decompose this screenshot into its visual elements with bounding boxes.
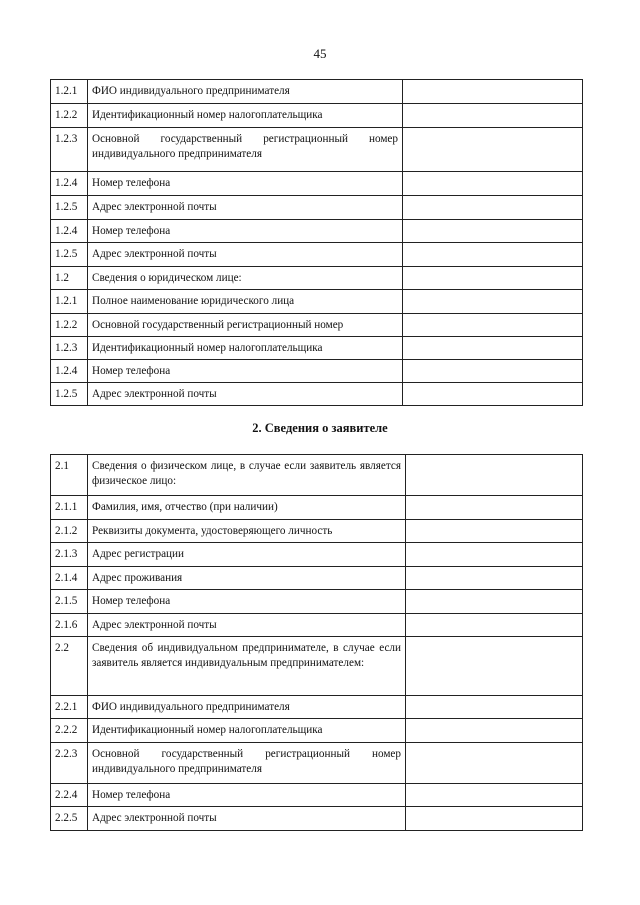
- value-cell[interactable]: [403, 337, 583, 360]
- row-label: Номер телефона: [88, 220, 403, 243]
- table-row: [51, 220, 583, 243]
- row-label: Полное наименование юридического лица: [88, 290, 403, 314]
- table-row: [51, 290, 583, 314]
- form-table-1: [50, 79, 583, 406]
- value-cell[interactable]: [403, 267, 583, 290]
- table-row: [51, 128, 583, 172]
- row-number: 1.2.5: [51, 243, 88, 267]
- table-row: [51, 104, 583, 128]
- row-label: Реквизиты документа, удостоверяющего личность: [88, 520, 406, 543]
- value-cell[interactable]: [406, 543, 583, 567]
- row-number: 2.1.3: [51, 543, 88, 567]
- value-cell[interactable]: [403, 128, 583, 172]
- page-number: 45: [313, 46, 327, 61]
- section-heading: 2. Сведения о заявителе: [252, 421, 388, 435]
- table-row: [51, 807, 583, 831]
- row-label: Адрес электронной почты: [88, 243, 403, 267]
- row-label: Сведения о юридическом лице:: [88, 267, 403, 290]
- value-cell[interactable]: [403, 104, 583, 128]
- row-number: 2.2.5: [51, 807, 88, 831]
- row-number: 2.2.3: [51, 743, 88, 784]
- row-number: 1.2: [51, 267, 88, 290]
- row-number: 1.2.4: [51, 172, 88, 196]
- row-label: Номер телефона: [88, 172, 403, 196]
- table-row: [51, 543, 583, 567]
- table-row: [51, 80, 583, 104]
- table-row: [51, 360, 583, 383]
- row-number: 2.1.2: [51, 520, 88, 543]
- row-label: ФИО индивидуального предпринимателя: [88, 80, 403, 104]
- table-row: [51, 267, 583, 290]
- row-number: 2.1: [51, 455, 88, 496]
- table-row: [51, 496, 583, 520]
- table-row: [51, 614, 583, 637]
- row-label: Идентификационный номер налогоплательщика: [88, 104, 403, 128]
- value-cell[interactable]: [403, 243, 583, 267]
- row-number: 1.2.3: [51, 128, 88, 172]
- row-label: Идентификационный номер налогоплательщика: [88, 719, 406, 743]
- table-row: [51, 455, 583, 496]
- row-number: 1.2.4: [51, 220, 88, 243]
- value-cell[interactable]: [406, 590, 583, 614]
- value-cell[interactable]: [403, 314, 583, 337]
- row-number: 2.1.6: [51, 614, 88, 637]
- value-cell[interactable]: [403, 80, 583, 104]
- row-number: 2.1.5: [51, 590, 88, 614]
- form-table-2: [50, 454, 583, 831]
- table-row: [51, 567, 583, 590]
- row-label: Адрес проживания: [88, 567, 406, 590]
- row-label: Фамилия, имя, отчество (при наличии): [88, 496, 406, 520]
- value-cell[interactable]: [406, 496, 583, 520]
- value-cell[interactable]: [403, 196, 583, 220]
- table-row: [51, 719, 583, 743]
- table-row: [51, 337, 583, 360]
- table-row: [51, 383, 583, 406]
- value-cell[interactable]: [406, 637, 583, 696]
- row-label: Адрес электронной почты: [88, 614, 406, 637]
- row-label: Адрес электронной почты: [88, 383, 403, 406]
- table-row: [51, 696, 583, 719]
- value-cell[interactable]: [403, 383, 583, 406]
- row-number: 1.2.1: [51, 80, 88, 104]
- row-label: Основной государственный регистрационный номер индивидуального предпринимателя: [88, 128, 403, 172]
- table-row: [51, 314, 583, 337]
- row-label: Основной государственный регистрационный номер индивидуального предпринимателя: [88, 743, 406, 784]
- table-row: [51, 743, 583, 784]
- row-number: 2.2: [51, 637, 88, 696]
- value-cell[interactable]: [403, 220, 583, 243]
- row-number: 1.2.2: [51, 314, 88, 337]
- row-label: Адрес регистрации: [88, 543, 406, 567]
- row-number: 2.1.4: [51, 567, 88, 590]
- value-cell[interactable]: [406, 614, 583, 637]
- row-label: Номер телефона: [88, 360, 403, 383]
- row-label: ФИО индивидуального предпринимателя: [88, 696, 406, 719]
- row-number: 1.2.1: [51, 290, 88, 314]
- value-cell[interactable]: [403, 172, 583, 196]
- row-label: Адрес электронной почты: [88, 196, 403, 220]
- row-label: Сведения о физическом лице, в случае если заявитель является физическое лицо:: [88, 455, 406, 496]
- table-row: [51, 243, 583, 267]
- value-cell[interactable]: [406, 696, 583, 719]
- value-cell[interactable]: [403, 360, 583, 383]
- value-cell[interactable]: [406, 719, 583, 743]
- value-cell[interactable]: [406, 455, 583, 496]
- row-number: 2.2.2: [51, 719, 88, 743]
- row-label: Идентификационный номер налогоплательщика: [88, 337, 403, 360]
- row-number: 2.2.1: [51, 696, 88, 719]
- value-cell[interactable]: [406, 784, 583, 807]
- value-cell[interactable]: [406, 743, 583, 784]
- table-row: [51, 637, 583, 696]
- value-cell[interactable]: [406, 807, 583, 831]
- row-number: 1.2.5: [51, 383, 88, 406]
- row-number: 2.2.4: [51, 784, 88, 807]
- row-number: 1.2.5: [51, 196, 88, 220]
- table-row: [51, 520, 583, 543]
- row-number: 1.2.2: [51, 104, 88, 128]
- table-row: [51, 196, 583, 220]
- table-row: [51, 172, 583, 196]
- table-row: [51, 784, 583, 807]
- row-number: 1.2.3: [51, 337, 88, 360]
- row-label: Номер телефона: [88, 784, 406, 807]
- value-cell[interactable]: [403, 290, 583, 314]
- row-label: Сведения об индивидуальном предпринимателе, в случае если заявитель является индивидуальным предпринимателем:: [88, 637, 406, 696]
- row-label: Адрес электронной почты: [88, 807, 406, 831]
- value-cell[interactable]: [406, 567, 583, 590]
- row-label: Номер телефона: [88, 590, 406, 614]
- row-number: 1.2.4: [51, 360, 88, 383]
- table-row: [51, 590, 583, 614]
- row-label: Основной государственный регистрационный номер: [88, 314, 403, 337]
- value-cell[interactable]: [406, 520, 583, 543]
- row-number: 2.1.1: [51, 496, 88, 520]
